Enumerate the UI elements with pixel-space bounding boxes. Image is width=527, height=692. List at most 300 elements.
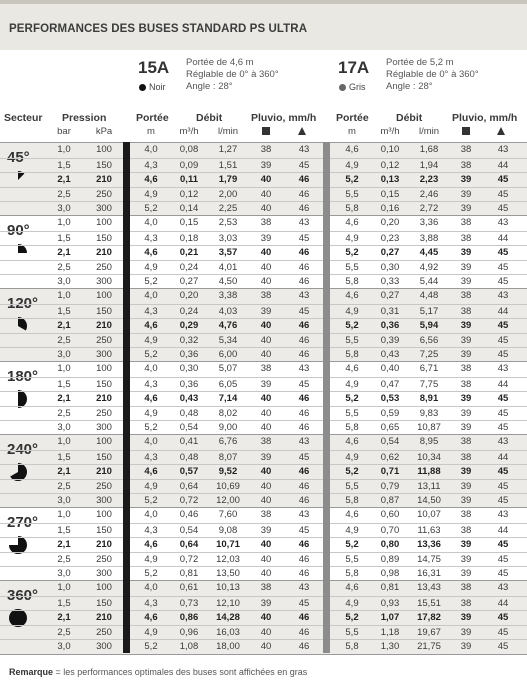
cell-pluvio-square-17a: 38 [460, 436, 472, 447]
cell-debit-m3h-17a: 0,13 [380, 174, 400, 186]
cell-portee-15a: 4,9 [144, 407, 158, 419]
cell-debit-lmin-17a: 2,46 [419, 188, 439, 200]
cell-debit-lmin-15a: 10,71 [216, 539, 240, 551]
cell-pluvio-square-17a: 38 [460, 144, 472, 155]
cell-pression-kpa: 100 [96, 509, 112, 520]
cell-pluvio-triangle-17a: 45 [497, 188, 509, 200]
cell-debit-m3h-17a: 0,80 [380, 539, 400, 551]
cell-pression-bar: 3,0 [57, 641, 71, 653]
cell-debit-lmin-17a: 4,48 [419, 290, 439, 301]
cell-portee-15a: 4,3 [144, 305, 158, 317]
cell-pluvio-triangle-15a: 45 [298, 597, 310, 609]
cell-debit-m3h-15a: 0,48 [179, 407, 199, 419]
cell-debit-lmin-15a: 1,27 [218, 144, 238, 155]
cell-pluvio-triangle-17a: 45 [497, 174, 509, 186]
cell-pluvio-square-15a: 39 [260, 305, 272, 317]
cell-debit-lmin-17a: 19,67 [417, 626, 441, 638]
cell-pluvio-triangle-17a: 45 [497, 203, 509, 215]
cell-pluvio-triangle-17a: 45 [497, 466, 509, 478]
cell-pression-bar: 2,1 [57, 174, 71, 186]
cell-debit-m3h-17a: 0,87 [380, 495, 400, 507]
cell-pression-bar: 2,5 [57, 626, 71, 638]
unit-bar: bar [57, 126, 71, 137]
cell-pluvio-triangle-15a: 45 [298, 305, 310, 317]
cell-pluvio-square-17a: 39 [460, 276, 472, 288]
cell-pluvio-triangle-15a: 43 [298, 363, 310, 374]
cell-pression-kpa: 150 [96, 159, 112, 171]
cell-pluvio-triangle-17a: 44 [497, 451, 509, 463]
cell-pluvio-square-17a: 38 [460, 290, 472, 301]
remark [9, 667, 307, 677]
sector-angle: 180° [7, 368, 39, 385]
cell-pluvio-square-17a: 39 [460, 422, 472, 434]
cell-pluvio-square-15a: 40 [260, 276, 272, 288]
table-row [0, 143, 527, 158]
cell-pression-kpa: 300 [96, 276, 112, 288]
cell-debit-m3h-17a: 0,98 [380, 568, 400, 580]
info-range: Portée de 4,6 m [186, 57, 254, 68]
cell-portee-17a: 4,9 [345, 524, 359, 536]
cell-portee-17a: 4,9 [345, 232, 359, 244]
cell-pression-kpa: 300 [96, 203, 112, 215]
cell-portee-17a: 5,8 [345, 422, 359, 434]
cell-pluvio-triangle-15a: 46 [298, 276, 310, 288]
cell-pression-kpa: 100 [96, 582, 112, 593]
cell-debit-lmin-17a: 11,88 [417, 466, 441, 478]
cell-pression-bar: 3,0 [57, 349, 71, 361]
cell-pluvio-square-17a: 38 [460, 159, 472, 171]
cell-portee-17a: 5,5 [345, 626, 359, 638]
cell-pression-kpa: 210 [96, 612, 112, 624]
cell-pression-kpa: 250 [96, 553, 112, 565]
table-row [0, 625, 527, 641]
cell-pression-kpa: 300 [96, 349, 112, 361]
cell-debit-m3h-17a: 0,65 [380, 422, 400, 434]
cell-portee-15a: 4,9 [144, 188, 158, 200]
cell-pluvio-triangle-17a: 45 [497, 320, 509, 332]
cell-pluvio-triangle-15a: 46 [298, 568, 310, 580]
cell-debit-m3h-17a: 0,30 [380, 261, 400, 273]
table-row [0, 479, 527, 495]
unit-kpa: kPa [95, 126, 113, 137]
cell-portee-17a: 4,9 [345, 451, 359, 463]
cell-pluvio-triangle-15a: 43 [298, 144, 310, 155]
cell-debit-m3h-15a: 0,36 [179, 378, 199, 390]
cell-pression-kpa: 100 [96, 363, 112, 374]
cell-debit-lmin-17a: 8,91 [419, 393, 439, 405]
cell-pluvio-square-17a: 39 [460, 480, 472, 492]
remark-label: Remarque [9, 667, 54, 677]
cell-debit-lmin-17a: 16,31 [417, 568, 441, 580]
cell-debit-lmin-15a: 2,00 [218, 188, 238, 200]
cell-portee-17a: 5,2 [345, 393, 359, 405]
cell-portee-17a: 5,5 [345, 334, 359, 346]
cell-debit-m3h-17a: 0,60 [380, 509, 400, 520]
cell-debit-m3h-15a: 0,09 [179, 159, 199, 171]
cell-portee-15a: 4,3 [144, 378, 158, 390]
cell-debit-m3h-17a: 0,36 [380, 320, 400, 332]
cell-pluvio-triangle-15a: 45 [298, 524, 310, 536]
cell-debit-m3h-15a: 0,36 [179, 349, 199, 361]
square-icon [262, 127, 270, 135]
cell-portee-15a: 4,3 [144, 159, 158, 171]
cell-portee-17a: 4,9 [345, 305, 359, 317]
cell-portee-15a: 4,3 [144, 232, 158, 244]
cell-pluvio-triangle-17a: 44 [497, 378, 509, 390]
table-row [0, 289, 527, 304]
cell-pression-bar: 1,0 [57, 217, 71, 228]
table-row [0, 231, 527, 247]
cell-pluvio-square-15a: 40 [260, 553, 272, 565]
cell-debit-m3h-17a: 1,07 [380, 612, 400, 624]
cell-portee-15a: 5,2 [144, 641, 158, 653]
info-adjust: Réglable de 0° à 360° [386, 69, 479, 80]
cell-debit-lmin-15a: 2,53 [218, 217, 238, 228]
cell-portee-15a: 4,6 [144, 393, 158, 405]
cell-portee-15a: 4,6 [144, 320, 158, 332]
cell-pluvio-triangle-15a: 46 [298, 320, 310, 332]
cell-debit-m3h-15a: 0,24 [179, 305, 199, 317]
cell-debit-m3h-15a: 0,46 [179, 509, 199, 520]
table-row [0, 508, 527, 523]
cell-pluvio-triangle-15a: 46 [298, 174, 310, 186]
cell-debit-lmin-15a: 2,25 [218, 203, 238, 215]
cell-pluvio-square-17a: 39 [460, 626, 472, 638]
cell-debit-lmin-17a: 4,92 [419, 261, 439, 273]
cell-pluvio-square-15a: 40 [260, 320, 272, 332]
cell-portee-17a: 5,5 [345, 553, 359, 565]
cell-pluvio-triangle-15a: 45 [298, 232, 310, 244]
cell-pression-kpa: 150 [96, 597, 112, 609]
cell-pluvio-square-17a: 39 [460, 539, 472, 551]
cell-pression-kpa: 100 [96, 217, 112, 228]
cell-debit-lmin-17a: 15,51 [417, 597, 441, 609]
cell-debit-m3h-15a: 0,96 [179, 626, 199, 638]
cell-pression-bar: 2,5 [57, 188, 71, 200]
cell-debit-lmin-15a: 5,34 [218, 334, 238, 346]
cell-debit-lmin-15a: 12,03 [216, 553, 240, 565]
cell-pluvio-triangle-15a: 46 [298, 466, 310, 478]
table-row [0, 596, 527, 612]
cell-pluvio-triangle-17a: 45 [497, 334, 509, 346]
cell-portee-15a: 4,3 [144, 597, 158, 609]
cell-debit-m3h-15a: 0,81 [179, 568, 199, 580]
cell-debit-m3h-15a: 0,43 [179, 393, 199, 405]
cell-pluvio-triangle-17a: 45 [497, 641, 509, 653]
cell-pression-kpa: 210 [96, 174, 112, 186]
cell-portee-15a: 5,2 [144, 568, 158, 580]
table-row [0, 172, 527, 188]
cell-pluvio-square-15a: 39 [260, 597, 272, 609]
cell-portee-15a: 4,6 [144, 539, 158, 551]
table-row [0, 362, 527, 377]
cell-portee-15a: 4,9 [144, 626, 158, 638]
cell-debit-lmin-17a: 4,45 [419, 247, 439, 259]
sector-angle: 45° [7, 149, 30, 166]
color-label: Noir [149, 82, 166, 92]
cell-pression-kpa: 210 [96, 539, 112, 551]
cell-pression-bar: 2,1 [57, 320, 71, 332]
cell-portee-15a: 4,0 [144, 509, 158, 520]
cell-debit-m3h-15a: 0,54 [179, 422, 199, 434]
unit-lmin-1: l/min [217, 126, 239, 137]
cell-portee-17a: 5,8 [345, 349, 359, 361]
cell-pluvio-square-15a: 39 [260, 378, 272, 390]
cell-debit-lmin-17a: 3,36 [419, 217, 439, 228]
cell-pression-kpa: 300 [96, 422, 112, 434]
cell-pluvio-square-17a: 39 [460, 320, 472, 332]
cell-debit-lmin-17a: 8,95 [419, 436, 439, 447]
cell-portee-17a: 5,8 [345, 203, 359, 215]
table-row [0, 537, 527, 553]
table-row [0, 260, 527, 276]
cell-debit-lmin-15a: 12,00 [216, 495, 240, 507]
cell-pression-bar: 1,5 [57, 305, 71, 317]
cell-pluvio-square-15a: 40 [260, 568, 272, 580]
cell-portee-17a: 5,5 [345, 407, 359, 419]
cell-pluvio-triangle-15a: 46 [298, 407, 310, 419]
cell-debit-lmin-15a: 4,50 [218, 276, 238, 288]
cell-debit-m3h-15a: 0,57 [179, 466, 199, 478]
cell-debit-m3h-17a: 0,81 [380, 582, 400, 593]
color-label: Gris [349, 82, 366, 92]
cell-pluvio-square-15a: 39 [260, 232, 272, 244]
cell-pression-bar: 3,0 [57, 276, 71, 288]
cell-portee-15a: 4,0 [144, 217, 158, 228]
cell-debit-lmin-15a: 8,02 [218, 407, 238, 419]
cell-debit-lmin-17a: 10,87 [417, 422, 441, 434]
cell-debit-lmin-17a: 7,75 [419, 378, 439, 390]
cell-debit-lmin-17a: 5,94 [419, 320, 439, 332]
cell-pluvio-triangle-15a: 43 [298, 436, 310, 447]
triangle-icon [298, 127, 306, 135]
cell-pression-bar: 2,1 [57, 466, 71, 478]
cell-pression-bar: 2,1 [57, 393, 71, 405]
cell-debit-lmin-17a: 5,17 [419, 305, 439, 317]
header-secteur: Secteur [4, 112, 43, 124]
table-row [0, 552, 527, 568]
cell-pluvio-triangle-17a: 44 [497, 232, 509, 244]
title-bar [0, 0, 527, 50]
cell-pluvio-square-15a: 40 [260, 261, 272, 273]
cell-debit-lmin-17a: 6,71 [419, 363, 439, 374]
cell-debit-m3h-15a: 0,86 [179, 612, 199, 624]
cell-debit-lmin-15a: 1,51 [218, 159, 238, 171]
cell-portee-17a: 4,9 [345, 378, 359, 390]
sector-angle: 270° [7, 514, 39, 531]
cell-debit-m3h-17a: 0,15 [380, 188, 400, 200]
cell-portee-17a: 4,6 [345, 582, 359, 593]
cell-pluvio-triangle-17a: 45 [497, 422, 509, 434]
cell-debit-m3h-17a: 1,18 [380, 626, 400, 638]
cell-debit-lmin-17a: 7,25 [419, 349, 439, 361]
cell-debit-lmin-15a: 13,50 [216, 568, 240, 580]
cell-debit-lmin-17a: 10,07 [417, 509, 441, 520]
cell-portee-17a: 5,8 [345, 276, 359, 288]
cell-pluvio-square-17a: 38 [460, 217, 472, 228]
cell-portee-17a: 5,2 [345, 174, 359, 186]
table-row [0, 216, 527, 231]
cell-debit-lmin-15a: 3,38 [218, 290, 238, 301]
cell-pression-kpa: 150 [96, 524, 112, 536]
cell-pluvio-triangle-15a: 46 [298, 641, 310, 653]
cell-debit-lmin-15a: 16,03 [216, 626, 240, 638]
cell-pluvio-triangle-15a: 45 [298, 159, 310, 171]
cell-debit-m3h-15a: 0,73 [179, 597, 199, 609]
cell-pluvio-triangle-15a: 43 [298, 217, 310, 228]
table-bottom-line [0, 654, 527, 655]
cell-debit-lmin-17a: 2,23 [419, 174, 439, 186]
nozzle-info-17a [386, 57, 479, 93]
header-pluvio-2: Pluvio, mm/h [452, 112, 518, 124]
cell-pluvio-triangle-15a: 46 [298, 247, 310, 259]
cell-pluvio-square-15a: 40 [260, 641, 272, 653]
header-portee-1: Portée [136, 112, 169, 124]
cell-portee-17a: 5,5 [345, 480, 359, 492]
cell-debit-m3h-17a: 0,54 [380, 436, 400, 447]
cell-portee-15a: 4,3 [144, 451, 158, 463]
cell-pluvio-triangle-17a: 45 [497, 407, 509, 419]
cell-pression-bar: 1,5 [57, 524, 71, 536]
cell-portee-15a: 4,6 [144, 612, 158, 624]
cell-pluvio-triangle-17a: 45 [497, 393, 509, 405]
cell-pluvio-triangle-17a: 45 [497, 261, 509, 273]
cell-portee-17a: 5,2 [345, 539, 359, 551]
cell-debit-m3h-15a: 0,54 [179, 524, 199, 536]
cell-portee-17a: 4,6 [345, 217, 359, 228]
cell-pluvio-square-17a: 38 [460, 524, 472, 536]
cell-debit-lmin-17a: 21,75 [417, 641, 441, 653]
unit-m3h-2: m³/h [380, 126, 400, 137]
cell-portee-15a: 4,9 [144, 553, 158, 565]
cell-portee-17a: 4,6 [345, 509, 359, 520]
table-row [0, 464, 527, 480]
cell-pression-kpa: 300 [96, 641, 112, 653]
cell-pluvio-square-17a: 39 [460, 188, 472, 200]
cell-portee-15a: 5,2 [144, 349, 158, 361]
cell-pluvio-square-17a: 38 [460, 232, 472, 244]
sector-angle: 240° [7, 441, 39, 458]
cell-debit-m3h-17a: 0,70 [380, 524, 400, 536]
cell-debit-lmin-17a: 14,50 [417, 495, 441, 507]
cell-pression-bar: 1,0 [57, 509, 71, 520]
cell-pluvio-triangle-17a: 44 [497, 524, 509, 536]
cell-debit-m3h-17a: 0,20 [380, 217, 400, 228]
cell-debit-lmin-15a: 3,03 [218, 232, 238, 244]
cell-pluvio-square-17a: 39 [460, 568, 472, 580]
cell-debit-m3h-15a: 0,21 [179, 247, 199, 259]
cell-debit-lmin-15a: 1,79 [218, 174, 238, 186]
cell-pluvio-triangle-17a: 43 [497, 582, 509, 593]
cell-debit-m3h-17a: 0,39 [380, 334, 400, 346]
cell-debit-m3h-17a: 0,93 [380, 597, 400, 609]
cell-pluvio-triangle-15a: 45 [298, 451, 310, 463]
cell-pression-kpa: 250 [96, 188, 112, 200]
cell-pluvio-square-15a: 40 [260, 174, 272, 186]
cell-debit-m3h-15a: 0,64 [179, 480, 199, 492]
cell-pression-kpa: 300 [96, 568, 112, 580]
cell-pluvio-square-15a: 40 [260, 393, 272, 405]
cell-pluvio-square-15a: 40 [260, 188, 272, 200]
cell-debit-lmin-17a: 13,43 [417, 582, 441, 593]
table-row [0, 581, 527, 596]
cell-pluvio-square-15a: 40 [260, 334, 272, 346]
cell-debit-lmin-17a: 17,82 [417, 612, 441, 624]
remark-text: = les performances optimales des buses sont affichées en gras [53, 667, 308, 677]
cell-debit-m3h-17a: 0,43 [380, 349, 400, 361]
header-debit-1: Débit [196, 112, 223, 124]
table-row [0, 187, 527, 203]
cell-pression-bar: 2,1 [57, 247, 71, 259]
cell-portee-17a: 5,2 [345, 247, 359, 259]
cell-portee-15a: 4,9 [144, 334, 158, 346]
cell-pression-kpa: 250 [96, 480, 112, 492]
cell-debit-m3h-17a: 0,31 [380, 305, 400, 317]
cell-debit-lmin-15a: 6,05 [218, 378, 238, 390]
nozzle-grey-bar [323, 142, 330, 653]
cell-pluvio-square-17a: 39 [460, 393, 472, 405]
cell-debit-m3h-17a: 0,59 [380, 407, 400, 419]
nozzle-code-17a: 17A [338, 58, 370, 77]
cell-pluvio-triangle-17a: 45 [497, 626, 509, 638]
cell-debit-lmin-15a: 9,52 [218, 466, 238, 478]
nozzle-black-bar [123, 142, 130, 653]
cell-portee-15a: 4,0 [144, 290, 158, 301]
cell-debit-m3h-15a: 0,11 [180, 174, 198, 186]
nozzle-color-17a [339, 82, 366, 92]
table-row [0, 435, 527, 450]
cell-pluvio-triangle-15a: 46 [298, 261, 310, 273]
cell-debit-m3h-17a: 0,16 [380, 203, 400, 215]
cell-pression-kpa: 100 [96, 290, 112, 301]
cell-debit-m3h-17a: 0,79 [380, 480, 400, 492]
table-row [0, 318, 527, 334]
cell-portee-17a: 5,8 [345, 495, 359, 507]
cell-pluvio-triangle-17a: 43 [497, 436, 509, 447]
cell-pression-bar: 3,0 [57, 422, 71, 434]
cell-pluvio-triangle-17a: 43 [497, 290, 509, 301]
cell-pluvio-triangle-17a: 45 [497, 349, 509, 361]
cell-pluvio-triangle-17a: 45 [497, 480, 509, 492]
cell-debit-m3h-15a: 0,08 [179, 144, 199, 155]
square-icon [462, 127, 470, 135]
cell-portee-15a: 4,6 [144, 247, 158, 259]
header-pression: Pression [62, 112, 107, 124]
cell-pression-kpa: 210 [96, 247, 112, 259]
cell-pression-bar: 1,5 [57, 232, 71, 244]
cell-pression-kpa: 210 [96, 466, 112, 478]
cell-pression-bar: 1,5 [57, 451, 71, 463]
cell-pluvio-square-15a: 40 [260, 480, 272, 492]
cell-portee-15a: 4,3 [144, 524, 158, 536]
cell-debit-m3h-17a: 0,10 [380, 144, 400, 155]
cell-pression-kpa: 100 [96, 436, 112, 447]
cell-pluvio-triangle-15a: 46 [298, 203, 310, 215]
nozzle-code-15a: 15A [138, 58, 170, 77]
cell-portee-17a: 4,6 [345, 436, 359, 447]
header-portee-2: Portée [336, 112, 369, 124]
cell-debit-m3h-15a: 0,24 [179, 261, 199, 273]
cell-pluvio-triangle-15a: 46 [298, 539, 310, 551]
cell-pluvio-triangle-17a: 45 [497, 495, 509, 507]
cell-debit-m3h-15a: 0,72 [179, 553, 199, 565]
cell-pluvio-square-15a: 38 [260, 217, 272, 228]
info-angle: Angle : 28° [186, 81, 233, 92]
cell-portee-15a: 4,6 [144, 466, 158, 478]
table-row [0, 377, 527, 393]
cell-pluvio-square-15a: 38 [260, 363, 272, 374]
cell-debit-m3h-15a: 0,20 [179, 290, 199, 301]
